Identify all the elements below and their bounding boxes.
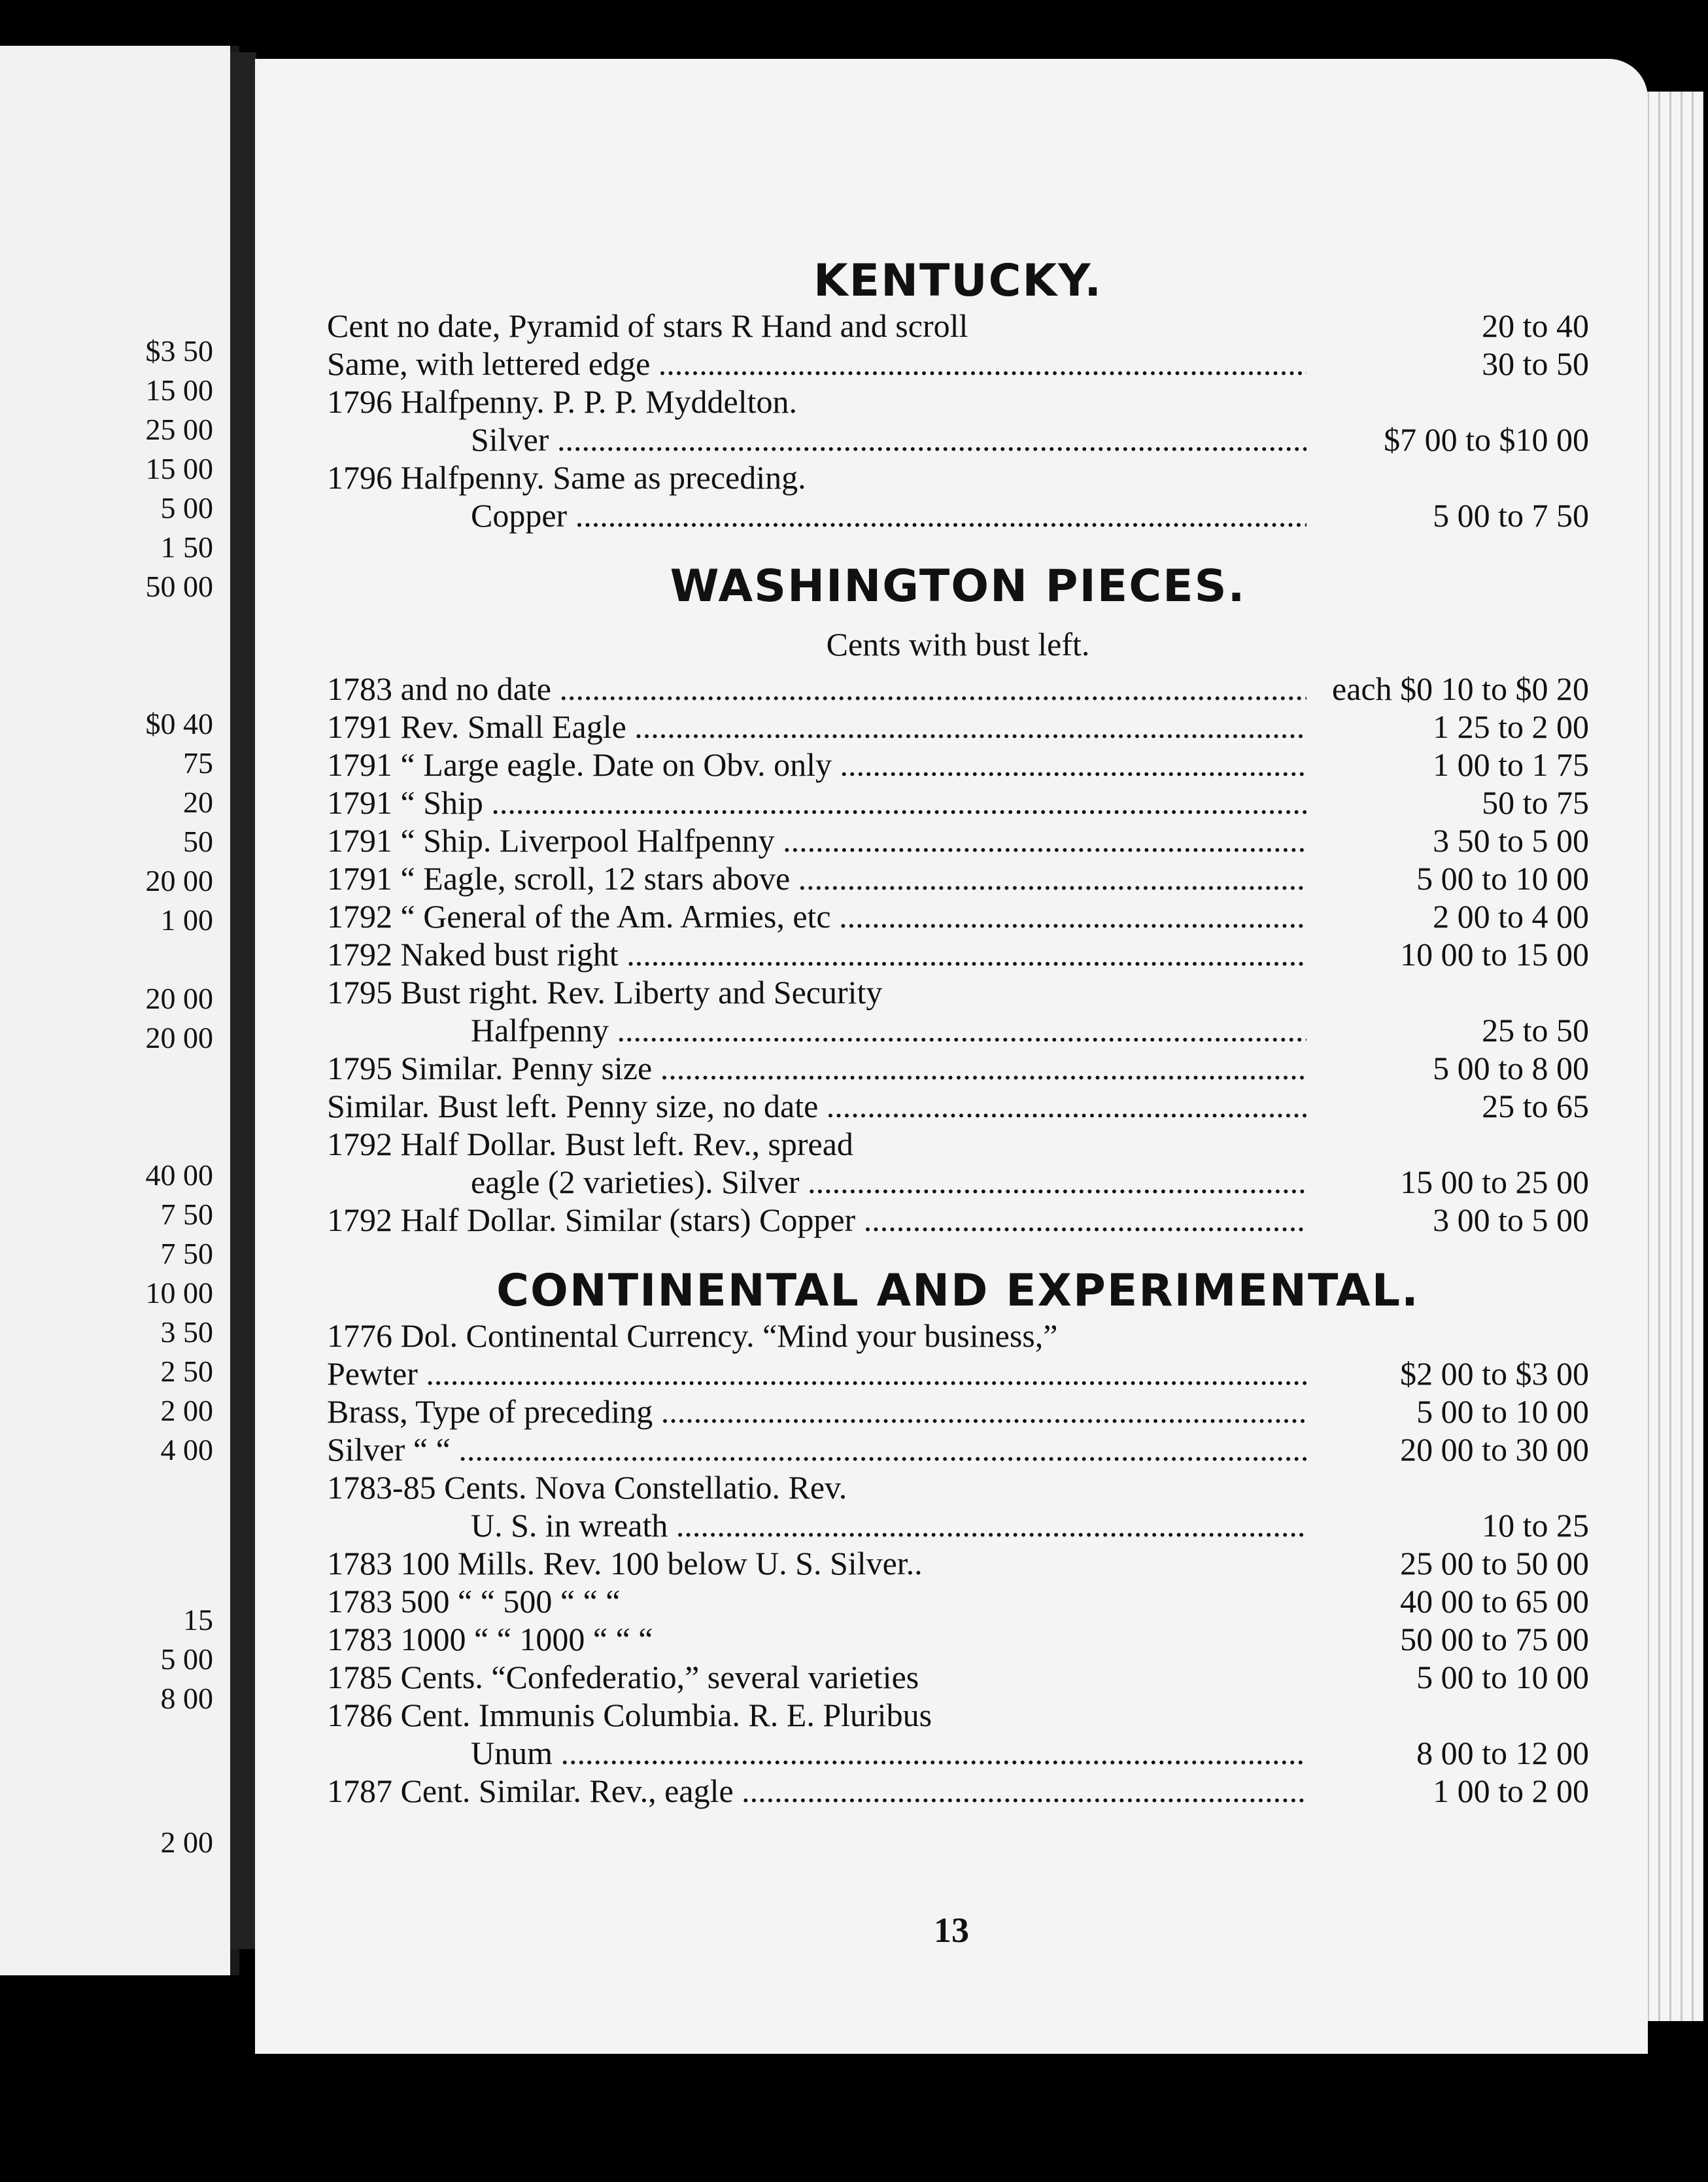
previous-page-price: 7 50 [160,1198,213,1231]
kentucky-list [327,307,1589,534]
coin-description: Cent no date, Pyramid of stars R Hand and scroll [327,307,968,344]
coin-price: 5 00 to 10 00 [1416,1659,1589,1695]
continental-heading: CONTINENTAL AND EXPERIMENTAL. [496,1265,1420,1317]
coin-price: $7 00 to $10 00 [1384,421,1589,458]
price-list-row [327,784,1589,822]
page-content [327,255,1589,1810]
coin-description: 1792 Half Dollar. Bust left. Rev., spread [327,1126,853,1162]
price-list-row [327,1011,1589,1049]
coin-price: 3 00 to 5 00 [1433,1202,1589,1238]
coin-price: 40 00 to 65 00 [1400,1583,1589,1619]
price-list-row [327,1772,1589,1810]
price-list-row [327,307,1589,345]
washington-heading: WASHINGTON PIECES. [670,561,1246,612]
price-list-row [327,822,1589,859]
coin-price: 8 00 to 12 00 [1416,1735,1589,1771]
coin-description: U. S. in wreath ..... [327,1506,1307,1544]
price-list-row [327,1087,1589,1125]
coin-description: 1792 Naked bust right ..... [327,935,1307,973]
price-list-row [327,1468,1589,1506]
coin-description: Halfpenny ..... [327,1011,1307,1049]
price-list-row [327,1049,1589,1087]
coin-description: Brass, Type of preceding ..... [327,1393,1307,1430]
coin-description: 1785 Cents. “Confederatio,” several varieties [327,1659,919,1695]
price-list-row [327,973,1589,1011]
previous-page-price: 8 00 [160,1682,213,1715]
price-list-row [327,1430,1589,1468]
previous-page-price: 20 00 [145,1021,213,1054]
coin-description: 1795 Bust right. Rev. Liberty and Security [327,974,883,1011]
coin-description: 1796 Halfpenny. Same as preceding. [327,459,806,496]
previous-page-price: 15 [183,1603,213,1636]
coin-description: 1795 Similar. Penny size ..... [327,1049,1307,1087]
coin-description: 1776 Dol. Continental Currency. “Mind your business,” [327,1317,1058,1354]
washington-subheading: Cents with bust left. [826,626,1090,663]
price-list-row [327,1125,1589,1163]
previous-page-price: 2 50 [160,1355,213,1388]
coin-description: Silver “ “ ..... [327,1430,1307,1468]
coin-description: 1792 “ General of the Am. Armies, etc ..... [327,897,1307,935]
coin-description: Similar. Bust left. Penny size, no date ..... [327,1087,1307,1125]
price-list-row [327,496,1589,534]
kentucky-heading: KENTUCKY. [813,255,1103,307]
coin-description: 1791 “ Large eagle. Date on Obv. only ..... [327,746,1307,784]
previous-page-price: 40 00 [145,1158,213,1192]
price-list-row [327,746,1589,784]
previous-page-price: 5 00 [160,1642,213,1676]
coin-price: 3 50 to 5 00 [1433,822,1589,859]
coin-description: Same, with lettered edge ..... [327,345,1307,383]
previous-page-price: 3 50 [160,1315,213,1349]
coin-price: 5 00 to 8 00 [1433,1050,1589,1086]
price-list-row [327,670,1589,708]
coin-price: 2 00 to 4 00 [1433,898,1589,935]
coin-price: 25 00 to 50 00 [1400,1545,1589,1582]
coin-price: 25 to 50 [1482,1012,1589,1048]
price-list-row [327,1393,1589,1430]
price-list-row [327,1201,1589,1239]
price-list-row [327,459,1589,496]
coin-description: 1791 Rev. Small Eagle ..... [327,708,1307,746]
coin-price: 10 00 to 15 00 [1400,936,1589,973]
coin-price: 5 00 to 10 00 [1416,1393,1589,1430]
coin-price: 5 00 to 7 50 [1433,497,1589,534]
price-list-row [327,1582,1589,1620]
coin-description: 1796 Halfpenny. P. P. P. Myddelton. [327,383,798,420]
price-list-row [327,1506,1589,1544]
previous-page-price: 4 00 [160,1433,213,1466]
price-list-row [327,383,1589,421]
continental-list [327,1317,1589,1810]
previous-page-price: 50 [183,825,213,858]
coin-description: 1783 1000 “ “ 1000 “ “ “ [327,1621,653,1657]
price-list-row [327,1317,1589,1355]
previous-page-price: 15 00 [145,373,213,407]
coin-price: 50 to 75 [1482,784,1589,821]
price-list-row [327,1734,1589,1772]
previous-page-price: 7 50 [160,1237,213,1270]
previous-page-price: 15 00 [145,452,213,485]
coin-description: 1787 Cent. Similar. Rev., eagle ..... [327,1772,1307,1810]
coin-price: 5 00 to 10 00 [1416,860,1589,897]
previous-page-price: 20 00 [145,864,213,897]
coin-price: 10 to 25 [1482,1507,1589,1544]
book-gutter [230,52,256,1949]
previous-page-price: 20 [183,786,213,819]
coin-description: 1791 “ Ship. Liverpool Halfpenny ..... [327,822,1307,859]
coin-description: Copper ..... [327,496,1307,534]
price-list-row [327,859,1589,897]
previous-page-price: 50 00 [145,570,213,603]
price-list-row [327,708,1589,746]
coin-price: each $0 10 to $0 20 [1332,670,1589,707]
coin-description: 1783 100 Mills. Rev. 100 below U. S. Silver.. [327,1545,923,1582]
coin-price: $2 00 to $3 00 [1400,1355,1589,1392]
price-list-row [327,421,1589,459]
coin-price: 15 00 to 25 00 [1400,1164,1589,1200]
coin-description: 1792 Half Dollar. Similar (stars) Copper ..... [327,1201,1307,1239]
coin-description: 1791 “ Eagle, scroll, 12 stars above ..... [327,859,1307,897]
coin-price: 20 00 to 30 00 [1400,1431,1589,1468]
current-page [255,59,1648,2054]
page-edges [1638,92,1703,2021]
coin-price: 30 to 50 [1482,345,1589,382]
coin-price: 50 00 to 75 00 [1400,1621,1589,1657]
price-list-row [327,1544,1589,1582]
coin-price: 25 to 65 [1482,1088,1589,1124]
coin-description: 1783 and no date ..... [327,670,1307,708]
price-list-row [327,1163,1589,1201]
coin-description: 1783-85 Cents. Nova Constellatio. Rev. [327,1469,847,1506]
page-number: 13 [934,1911,969,1950]
coin-price: 1 00 to 1 75 [1433,746,1589,783]
previous-page-price: 10 00 [145,1276,213,1309]
coin-description: Unum ..... [327,1734,1307,1772]
previous-page-price: 1 00 [160,903,213,937]
previous-page-price: 20 00 [145,982,213,1015]
coin-description: 1786 Cent. Immunis Columbia. R. E. Pluribus [327,1697,932,1733]
previous-page-price: $3 50 [145,334,213,368]
price-list-row [327,1658,1589,1696]
previous-page-price: 2 00 [160,1826,213,1859]
coin-price: 20 to 40 [1482,307,1589,344]
coin-description: eagle (2 varieties). Silver ..... [327,1163,1307,1201]
coin-description: 1783 500 “ “ 500 “ “ “ [327,1583,621,1619]
price-list-row [327,1696,1589,1734]
price-list-row [327,897,1589,935]
coin-price: 1 00 to 2 00 [1433,1773,1589,1809]
previous-page-price: 75 [183,746,213,780]
price-list-row [327,1355,1589,1393]
price-list-row [327,1620,1589,1658]
price-list-row [327,345,1589,383]
coin-description: 1791 “ Ship ..... [327,784,1307,822]
previous-page-price: 2 00 [160,1394,213,1427]
washington-list [327,670,1589,1239]
previous-page-price: $0 40 [145,707,213,740]
coin-price: 1 25 to 2 00 [1433,708,1589,745]
coin-description: Silver ..... [327,421,1307,459]
previous-page-price: 25 00 [145,413,213,446]
previous-page [0,46,239,1975]
price-list-row [327,935,1589,973]
previous-page-price: 1 50 [160,530,213,564]
previous-page-price: 5 00 [160,491,213,525]
coin-description: Pewter ..... [327,1355,1307,1393]
